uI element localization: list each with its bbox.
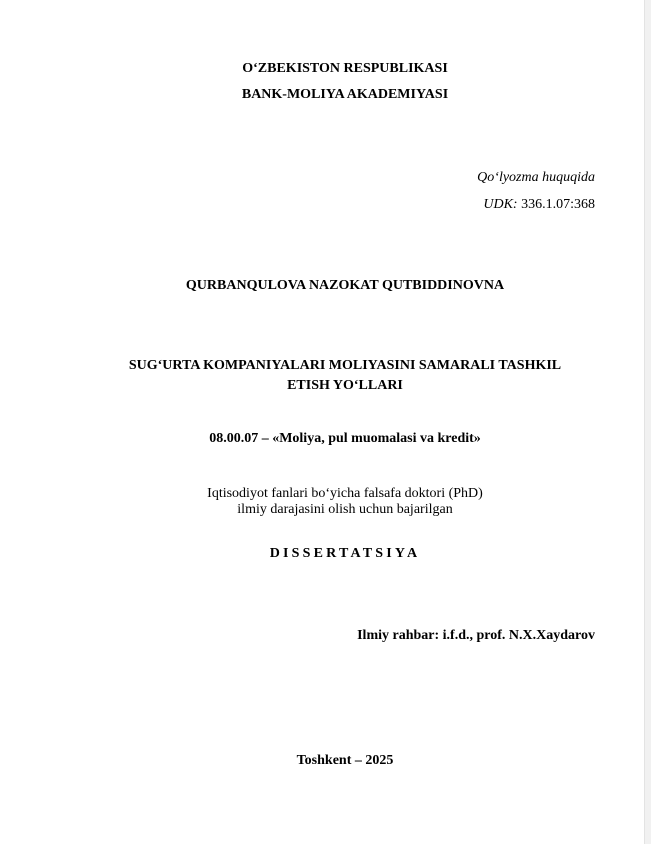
degree-line1: Iqtisodiyot fanlari bo‘yicha falsafa doktori (PhD) (207, 486, 483, 501)
republic-heading: O‘ZBEKISTON RESPUBLIKASI (242, 61, 448, 76)
degree-line2: ilmiy darajasini olish uchun bajarilgan (237, 502, 453, 517)
supervisor: Ilmiy rahbar: i.f.d., prof. N.X.Xaydarov (357, 628, 595, 643)
city-year: Toshkent – 2025 (296, 753, 394, 768)
udk-line (483, 196, 595, 214)
academy-heading: BANK-MOLIYA AKADEMIYASI (241, 87, 449, 102)
page-edge (645, 0, 651, 844)
specialty-code: 08.00.07 – «Moliya, pul muomalasi va kredit» (209, 431, 481, 446)
document-type: DISSERTATSIYA (269, 546, 421, 561)
thesis-title-line2: ETISH YO‘LLARI (287, 378, 403, 393)
udk-value: 336.1.07:368 (521, 197, 595, 212)
author-name: QURBANQULOVA NAZOKAT QUTBIDDINOVNA (185, 278, 505, 293)
thesis-title-line1: SUG‘URTA KOMPANIYALARI MOLIYASINI SAMARALI TASHKIL (128, 358, 562, 373)
manuscript-note: Qo‘lyozma huquqida (477, 170, 595, 185)
udk-label: UDK: (483, 197, 518, 212)
